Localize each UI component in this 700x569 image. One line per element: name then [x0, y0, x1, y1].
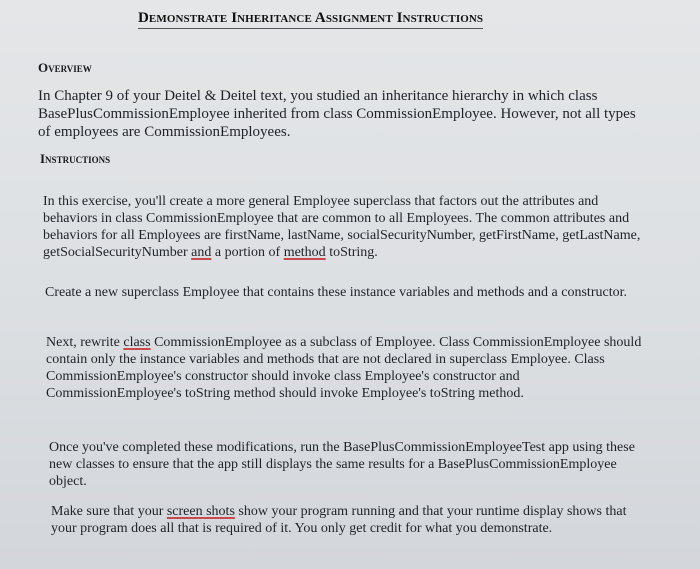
spellcheck-underlined-word: screen shots [166, 504, 235, 519]
document-title: Demonstrate Inheritance Assignment Instructions [138, 10, 483, 29]
paragraph-text: show your program running and that your runtime display shows that your program does all that is required of it. You only get credit for what you demonstrate. [51, 504, 627, 536]
spellcheck-underlined-word: class [123, 335, 151, 350]
paragraph-text: toString. [325, 245, 378, 260]
paragraph-text: CommissionEmployee as a subclass of Employee. Class CommissionEmployee should contain only the instance variables and methods that are not declared in superclass Employee. Class CommissionEmployee's constructor should invoke class Employee's constructor and CommissionEmployee's toString method should invoke Employee's toString method. [46, 335, 642, 401]
paragraph-text: Next, rewrite [46, 335, 124, 350]
paragraph-text: a portion of [211, 245, 284, 260]
paragraph-text: In this exercise, you'll create a more general Employee superclass that factors out the attributes and behaviors in class CommissionEmployee that are common to all Employees. The common attributes and behaviors for all Employees are firstName, lastName, socialSecurityNumber, getFirstName, getLastName, getSocialSecurityNumber [43, 194, 641, 260]
instructions-heading: Instructions [40, 151, 111, 166]
instructions-paragraph-4: Once you've completed these modifications, run the BasePlusCommissionEmployeeTest app using these new classes to ensure that the app still displays the same results for a BasePlusCommissionEmployee object. [49, 440, 635, 489]
instructions-paragraph-1 [43, 193, 643, 261]
instructions-paragraph-2: Create a new superclass Employee that contains these instance variables and methods and a constructor. [45, 285, 627, 300]
instructions-paragraph-5 [51, 503, 631, 537]
overview-heading: Overview [38, 60, 92, 75]
spellcheck-underlined-word: and [191, 245, 212, 260]
spellcheck-underlined-word: method [283, 245, 326, 260]
paragraph-text: Make sure that your [51, 504, 167, 519]
instructions-paragraph-3 [46, 334, 646, 402]
overview-paragraph: In Chapter 9 of your Deitel & Deitel text, you studied an inheritance hierarchy in which class BasePlusCommissionEmployee inherited from class CommissionEmployee. However, not all types of employees are CommissionEmployees. [38, 88, 636, 140]
